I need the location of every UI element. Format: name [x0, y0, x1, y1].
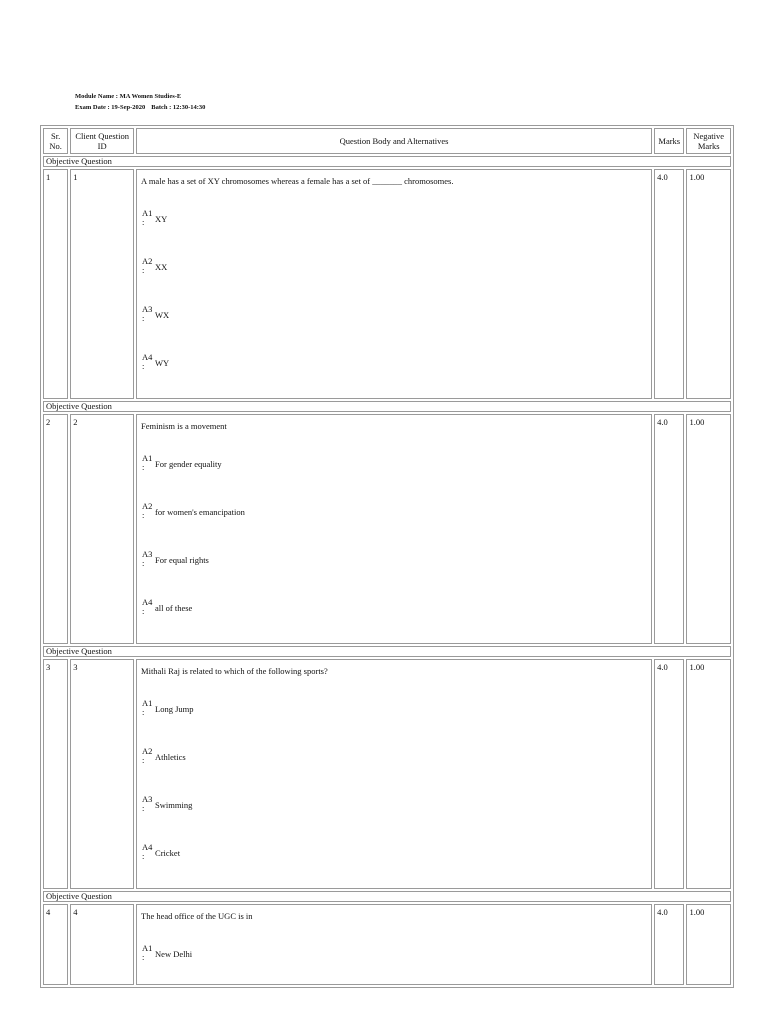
question-client-id: 1 [70, 169, 134, 399]
section-row [43, 156, 731, 167]
option-colon: : [142, 851, 145, 861]
option-text: XX [155, 262, 168, 272]
option-colon: : [142, 755, 145, 765]
question-marks: 4.0 [654, 414, 684, 644]
question-negative-marks: 1.00 [686, 904, 731, 985]
option-colon: : [142, 217, 145, 227]
option [142, 550, 209, 568]
col-header-negative-marks: Negative Marks [686, 128, 731, 154]
question-row [43, 904, 731, 985]
option-label: A4 [142, 352, 153, 362]
question-sr-no: 4 [43, 904, 68, 985]
col-header-question-body: Question Body and Alternatives [136, 128, 652, 154]
question-client-id: 2 [70, 414, 134, 644]
option-colon: : [142, 952, 145, 962]
question-client-id: 4 [70, 904, 134, 985]
question-negative-marks: 1.00 [686, 659, 731, 889]
option-text: WY [155, 358, 170, 368]
option-label: A4 [142, 597, 153, 607]
section-row [43, 646, 731, 657]
option-colon: : [142, 707, 145, 717]
batch-time: Batch : 12:30-14:30 [151, 104, 206, 111]
col-header-client-question-id: Client Question ID [70, 128, 134, 154]
option [142, 209, 167, 227]
option-text: WX [155, 310, 170, 320]
option-label: A2 [142, 256, 153, 266]
option-label: A2 [142, 501, 153, 511]
option-colon: : [142, 313, 145, 323]
question-row [43, 659, 731, 889]
question-body [136, 169, 652, 399]
option [142, 257, 167, 275]
option-colon: : [142, 558, 145, 568]
question-marks: 4.0 [654, 169, 684, 399]
option-colon: : [142, 265, 145, 275]
section-row [43, 401, 731, 412]
question-marks: 4.0 [654, 904, 684, 985]
question-client-id: 3 [70, 659, 134, 889]
question-row [43, 414, 731, 644]
option-text: Long Jump [155, 704, 194, 714]
option-text: New Delhi [155, 949, 193, 959]
question-body [136, 904, 652, 985]
option-label: A4 [142, 842, 153, 852]
table-header-row [43, 128, 731, 154]
question-sr-no: 3 [43, 659, 68, 889]
option [142, 454, 222, 472]
option-colon: : [142, 462, 145, 472]
question-marks: 4.0 [654, 659, 684, 889]
question-sr-no: 1 [43, 169, 68, 399]
option-text: XY [155, 214, 168, 224]
option-label: A1 [142, 698, 153, 708]
option [142, 353, 169, 371]
option-label: A1 [142, 208, 153, 218]
question-table [40, 125, 734, 988]
option-colon: : [142, 606, 145, 616]
option-text: Swimming [155, 800, 193, 810]
col-header-marks: Marks [654, 128, 684, 154]
col-header-sr-no: Sr. No. [43, 128, 68, 154]
option [142, 502, 245, 520]
section-row [43, 891, 731, 902]
option [142, 699, 194, 717]
option [142, 305, 169, 323]
option-label: A1 [142, 943, 153, 953]
question-text: Feminism is a movement [141, 421, 227, 431]
option-text: Cricket [155, 848, 181, 858]
exam-date: Exam Date : 19-Sep-2020 [75, 104, 146, 111]
option-text: all of these [155, 603, 193, 613]
question-negative-marks: 1.00 [686, 169, 731, 399]
option-label: A3 [142, 794, 153, 804]
module-name: Module Name : MA Women Studies-E [75, 93, 182, 100]
exam-info [75, 102, 205, 113]
option-text: for women's emancipation [155, 507, 245, 517]
option-colon: : [142, 803, 145, 813]
section-label: Objective Question [43, 156, 731, 167]
option-label: A1 [142, 453, 153, 463]
section-label: Objective Question [43, 646, 731, 657]
option-label: A3 [142, 549, 153, 559]
question-row [43, 169, 731, 399]
question-text: The head office of the UGC is in [141, 911, 253, 921]
option [142, 795, 192, 813]
option-colon: : [142, 361, 145, 371]
option [142, 944, 192, 962]
option-colon: : [142, 510, 145, 520]
section-label: Objective Question [43, 401, 731, 412]
question-body [136, 659, 652, 889]
question-body [136, 414, 652, 644]
section-label: Objective Question [43, 891, 731, 902]
question-sr-no: 2 [43, 414, 68, 644]
option-text: Athletics [155, 752, 186, 762]
option-label: A3 [142, 304, 153, 314]
question-text: Mithali Raj is related to which of the following sports? [141, 666, 328, 676]
document-header [75, 91, 205, 113]
option-label: A2 [142, 746, 153, 756]
option [142, 598, 192, 616]
question-negative-marks: 1.00 [686, 414, 731, 644]
option-text: For equal rights [155, 555, 209, 565]
option-text: For gender equality [155, 459, 222, 469]
question-text: A male has a set of XY chromosomes whereas a female has a set of _______ chromosomes. [141, 176, 454, 186]
option [142, 747, 186, 765]
option [142, 843, 180, 861]
